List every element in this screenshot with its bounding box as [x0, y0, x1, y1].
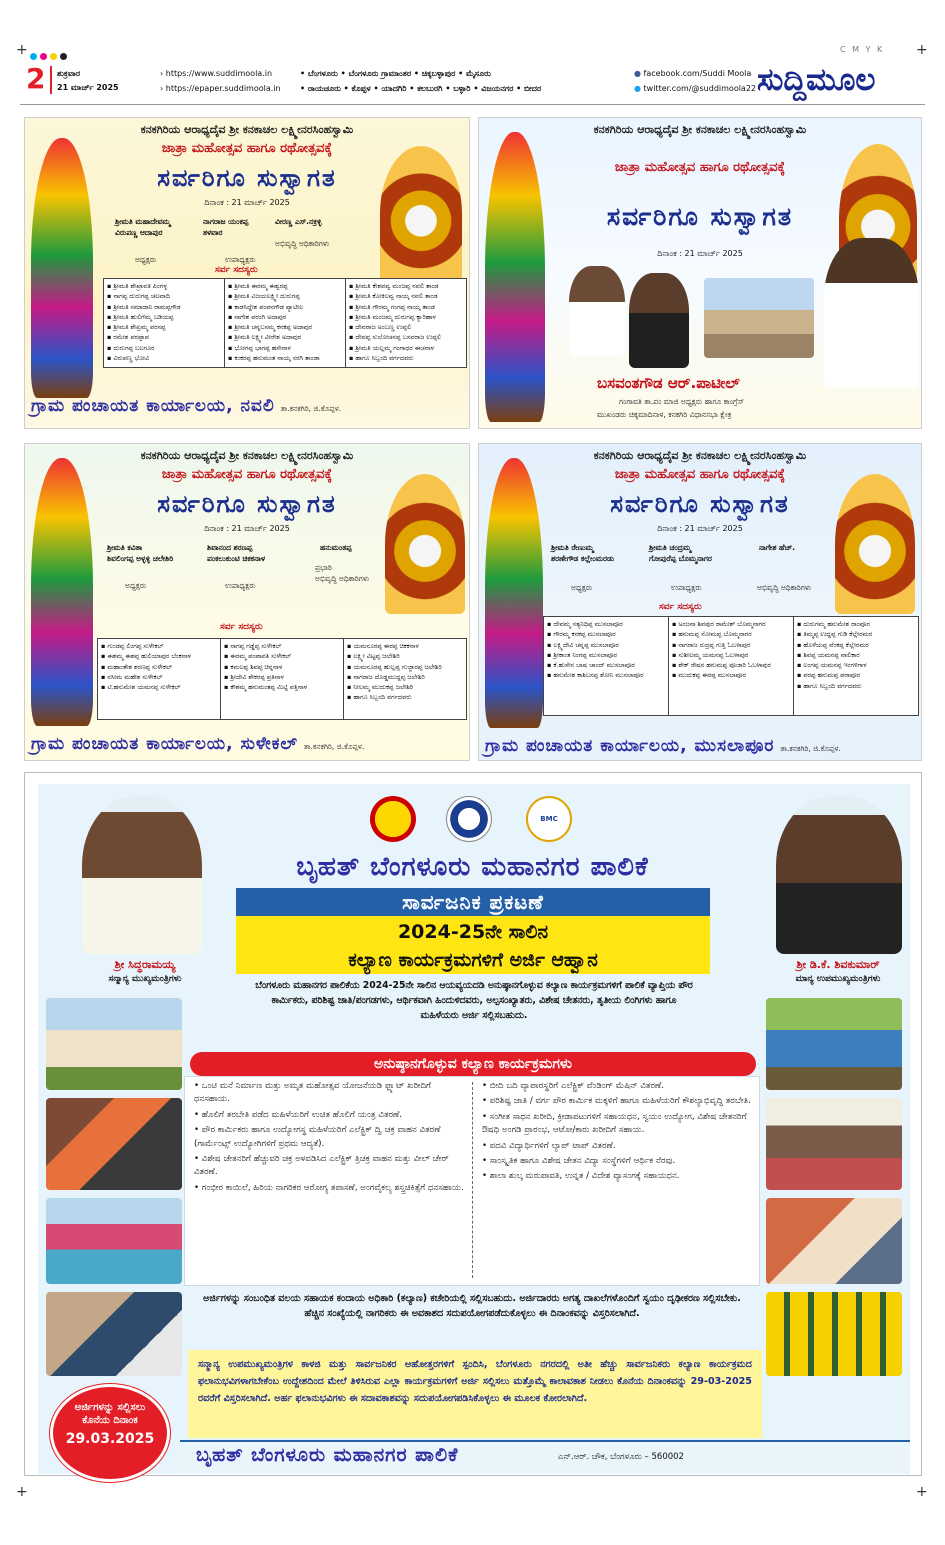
member-item: ▪ ನಾಗರಾಜ ದೊಡ್ಡಮುದ್ದಪ್ಪ ಜಲೇಶಿರಿ [347, 672, 463, 682]
ad-subtitle: ಜಾತ್ರಾ ಮಹೋತ್ಸವ ಹಾಗೂ ರಥೋತ್ಸವಕ್ಕೆ [161, 467, 333, 482]
member-item: ▪ ನೀಲಮ್ಮ ಮುದುಕಪ್ಪ ಜಲೇಶಿರಿ [347, 682, 463, 692]
black-dot [60, 53, 67, 60]
highlight-note: ಸನ್ಮಾನ್ಯ ಉಪಮುಖ್ಯಮಂತ್ರಿಗಳ ಕಾಳಜಿ ಮತ್ತು ಸಾರ್ವಜನಿಕರ ಆಹೋತ್ತರಗಳಿಗೆ ಸ್ಪಂದಿಸಿ, ಬೆಂಗಳೂರು ನಗರದಲ್ಲಿ ಅತೀ ಹೆಚ್ಚು ಸಾರ್ವಜನಿಕರು ಕಲ್ಯಾಣ ಕಾರ್ಯಕ್ರಮದ ಫಲಾನುಭವಿಗಳಾಗಬೇಕೆಂಬ ಉದ್ದೇಶದಿಂದ ಮೇಲೆ ತಿಳಿಸಿರುವ ಎಲ್ಲಾ ಕಾರ್ಯಕ್ರಮಗಳಿಗೆ ಅರ್ಜಿ ಸಲ್ಲಿಸಲು ಮತ್ತೊಮ್ಮೆ ಕಾಲಾವಕಾಶ ನೀಡಲು ಕೊನೆಯ ದಿನಾಂಕವನ್ನು 29-03-2025 ರವರೆಗೆ ವಿಸ್ತರಿಸಲಾಗಿದೆ. ಅರ್ಹ ಫಲಾನುಭವಿಗಳು ಈ ಸದಾವಕಾಶವನ್ನು ಸದುಪಯೋಗಪಡಿಸಿಕೊಳ್ಳಲು ಈ ಮೂಲಕ ಕೋರಲಾಗಿದೆ. [188, 1350, 762, 1438]
yellow-dot [50, 53, 57, 60]
members-title: ಸರ್ವ ಸದಸ್ಯರು [659, 602, 702, 612]
intro-text: ಬೆಂಗಳೂರು ಮಹಾನಗರ ಪಾಲಿಕೆಯ 2024-25ನೇ ಸಾಲಿನ ಆಯವ್ಯಯದಡಿ ಅನುಷ್ಠಾನಗೊಳ್ಳುವ ಕಲ್ಯಾಣ ಕಾರ್ಯಕ್ರಮಗಳಿಗೆ ಪಾಲಿಕೆ ವ್ಯಾಪ್ತಿಯ ಪೌರ ಕಾರ್ಮಿಕರು, ಪರಿಶಿಷ್ಟ ಜಾತಿ/ಪಂಗಡಗಳು, ಆರ್ಥಿಕವಾಗಿ ಹಿಂದುಳಿದವರು, ಅಲ್ಪಸಂಖ್ಯಾತರು, ವಿಶೇಷ ಚೇತನರು, ತೃತೀಯ ಲಿಂಗಿಗಳು ಹಾಗೂ ಮಹಿಳೆಯರು ಅರ್ಜಿ ಸಲ್ಲಿಸಬಹುದು. [255, 980, 693, 1021]
page-number: 2 [26, 62, 46, 95]
official-role: ಅಧ್ಯಕ್ಷರು [571, 583, 593, 592]
member-item: ▪ ಶ್ರೀಕಾಂತ ನಿಂಗಪ್ಪ ಮುಸಲಾಪೂರ [547, 650, 665, 660]
leader-photo-2 [629, 273, 689, 368]
member-item: ▪ ಶ್ರೀಮತಿ ಲಕ್ಷ್ಮೀ ವೀರೇಶ ಅದಾಪುರ [228, 332, 342, 342]
member-item: ▪ ಶ್ರೀಮತಿ ಕೋಕಿಲವ್ವ ನಾಯ್ಕ ನವಲಿ ತಾಂಡ [349, 291, 463, 301]
member-item: ▪ ನಾಗರಾಜ ರುದ್ರಪ್ಪ ಗುತ್ತಿ ಓಬಳಾಪುರ [672, 640, 790, 650]
members-column [544, 617, 669, 715]
members-table [97, 638, 467, 720]
ad-title: ಕನಕಗಿರಿಯ ಆರಾಧ್ಯದೈವ ಶ್ರೀ ಕನಕಾಚಲ ಲಕ್ಷ್ಮೀನರಸಿಂಹಸ್ವಾಮಿ [593, 449, 807, 462]
members-table [543, 616, 919, 716]
apply-note: ಅರ್ಜಿಗಳನ್ನು ಸಂಬಂಧಿತ ವಲಯ ಸಹಾಯಕ ಕಂದಾಯ ಅಧಿಕಾರಿ (ಕಲ್ಯಾಣ) ಕಚೇರಿಯಲ್ಲಿ ಸಲ್ಲಿಸಬಹುದು. ಅರ್ಜಿದಾರರು ಅಗತ್ಯ ದಾಖಲೆಗಳೊಂದಿಗೆ ಸ್ವಯಂ ದೃಢೀಕರಣ ಸಲ್ಲಿಸಬೇಕು. ಹೆಚ್ಚಿನ ಸಂಖ್ಯೆಯಲ್ಲಿ ನಾಗರಿಕರು ಈ ಅವಕಾಶದ ಸದುಪಯೋಗಪಡೆದುಕೊಳ್ಳಲು ಈ ದಿನಾಂಕವನ್ನು ವಿಸ್ತರಿಸಲಾಗಿದೆ. [203, 1293, 741, 1319]
member-item: ▪ ಶ್ರೀಮತಿ ಗೌರಮ್ಮ ಗಂಗಪ್ಪ ನಾಯ್ಕ ತಾಂಡ [349, 302, 463, 312]
official-name: ವೀರಣ್ಣ ಎಸ್.ನಕ್ರಳ್ಳಿ [275, 217, 322, 226]
districts-row-2: • ರಾಯಚೂರು • ಕೊಪ್ಪಳ • ಯಾದಗಿರಿ • ಕಲಬುರಗಿ • ಬಳ್ಳಾರಿ • ವಿಜಯನಗರ • ಬೀದರ [300, 84, 542, 93]
programs-divider [472, 1082, 473, 1278]
ad-footer: ಗ್ರಾಮ ಪಂಚಾಯತ ಕಾರ್ಯಾಲಯ, ನವಲಿ ತಾ.ಕನಕಗಿರಿ, ಜಿ.ಕೊಪ್ಪಳ. [31, 396, 342, 416]
official-role: ಅಭಿವೃದ್ಧಿ ಅಧಿಕಾರಿಗಳು [275, 239, 330, 248]
header-rule [20, 104, 925, 105]
member-item: ▪ ಹಾಗೂ ಸಿಬ್ಬಂದಿ ವರ್ಗದವರು [349, 353, 463, 363]
member-item: ▪ ದೇವಪ್ಪ ಸುಲೋಚನಪ್ಪ ಬಸವರಾಜ ಉಪ್ಪಲಿ [349, 332, 463, 342]
laptop-photo [46, 1292, 182, 1376]
autos-photo [766, 1292, 902, 1376]
member-item: ▪ ಅಂಜನಾ ಶಿವಪುರ ರಾಮೇಶ್ ಬೊಮ್ಮನಾಗರ [672, 619, 790, 629]
official-role: ಪ್ರಭಾರಿ ಅಭಿವೃದ್ಧಿ ಅಧಿಕಾರಿಗಳು [315, 563, 370, 583]
house-photo [46, 998, 182, 1090]
bbmp-footer-org: ಬೃಹತ್ ಬೆಂಗಳೂರು ಮಹಾನಗರ ಪಾಲಿಕೆ [196, 1444, 459, 1466]
members-table [103, 278, 467, 368]
registration-mark-bottom-right: + [916, 1484, 928, 1500]
member-item: ▪ ಶ್ರೀದೇವಿ ಶೇಕರಪ್ಪ ಪ್ರತಿನಾಳ [224, 672, 340, 682]
official-name: ನಾಗೇಶ ಹೆಚ್. [759, 543, 795, 552]
leader-photo-1 [569, 266, 625, 356]
chariot-image [485, 132, 545, 422]
member-item: ▪ ಶ್ರೀಮತಿ ಶೇಖ್ರಮ್ಮ ಪರಸಪ್ಪ [107, 322, 221, 332]
program-item: • ಒಂಟಿ ಮನೆ ನಿರ್ಮಾಣ ಮತ್ತು ಅಮೃತ ಮಹೋತ್ಸವ ಯೋಜನೆಯಡಿ ಫ್ಲ್ಯಾಟ್ ಖರೀದಿಗೆ ಧನಸಹಾಯ. [194, 1081, 431, 1105]
member-item: ▪ ನಾಗೇಶ ಪರಂಗಿ ಅದಾಪುರ [228, 312, 342, 322]
header-date: 21 ಮಾರ್ಚ್ 2025 [57, 83, 119, 92]
official-name: ನಾಗರಾಜ ಯಂಕಪ್ಪ ತಳವಾರ [203, 217, 249, 237]
member-item: ▪ ನಾಗಪ್ಪ ಗಡ್ಡೆಪ್ಪ ಸುಳೇಕಲ್ [224, 641, 340, 651]
program-item: • ಬೀದಿ ಬದಿ ವ್ಯಾಪಾರಸ್ಥರಿಗೆ ಎಲೆಕ್ಟ್ರಿಕ್ ವೆಂಡಿಂಗ್ ಮೆಷಿನ್ ವಿತರಣೆ. [482, 1081, 665, 1091]
member-item: ▪ ಶ್ರೀಮತಿ ಶೇಖ್ರಾವತಿ ಪಿಂಗಳ್ಳ [107, 281, 221, 291]
member-item: ▪ ಕಂಕರಪ್ಪ ಹನುಮಂತ ನಾಯ್ಕ ಸರಗಿ ತಾಂಡಾ [228, 353, 342, 363]
bmc-logo: BMC [526, 796, 572, 842]
ad-date: ದಿನಾಂಕ : 21 ಮಾರ್ಚ್ 2025 [204, 198, 290, 207]
ad-footer: ಗ್ರಾಮ ಪಂಚಾಯತ ಕಾರ್ಯಾಲಯ, ಸುಳೇಕಲ್ ತಾ.ಕನಕಗಿರಿ, ಜಿ.ಕೊಪ್ಪಳ. [31, 734, 365, 754]
member-item: ▪ ಶ್ರೀಮತಿ ವಿಜಯಲಕ್ಷ್ಮೀ ದುರುಗಪ್ಪ [228, 291, 342, 301]
member-item: ▪ ಶ್ರೀಮತಿ ಮಂಜಮ್ಮ ದುರುಗಪ್ಪ ಕ್ಯಾರಿಹಾಳ [349, 312, 463, 322]
ad-subtitle: ಜಾತ್ರಾ ಮಹೋತ್ಸವ ಹಾಗೂ ರಥೋತ್ಸವಕ್ಕೆ [161, 141, 333, 156]
facebook-link[interactable]: ● facebook.com/Suddi Moola [634, 69, 752, 78]
programs-left-list [194, 1080, 466, 1197]
ad-welcome: ಸರ್ವರಿಗೂ ಸುಸ್ವಾಗತ [157, 164, 337, 192]
ad-navali [24, 117, 470, 429]
epaper-link[interactable]: › https://epaper.suddimoola.in [160, 84, 281, 93]
deadline-badge [50, 1384, 170, 1482]
members-column [346, 279, 466, 367]
member-item: ▪ ಶ್ರೀಮತಿ ಯಲ್ಲಮ್ಮ ಗಂಗಾಧರ ಈಚನಾಳ [349, 343, 463, 353]
ad-subtitle: ಜಾತ್ರಾ ಮಹೋತ್ಸವ ಹಾಗೂ ರಥೋತ್ಸವಕ್ಕೆ [614, 160, 786, 175]
program-item: • ಹೊಲಿಗೆ ತರಬೇತಿ ಪಡೆದ ಮಹಿಳೆಯರಿಗೆ ಉಚಿತ ಹೊಲಿಗೆ ಯಂತ್ರ ವಿತರಣೆ. [194, 1109, 403, 1120]
officials [25, 542, 470, 602]
ad-subtitle: ಜಾತ್ರಾ ಮಹೋತ್ಸವ ಹಾಗೂ ರಥೋತ್ಸವಕ್ಕೆ [614, 467, 786, 482]
programs-right-list [482, 1080, 754, 1186]
program-item: • ವಿಶೇಷ ಚೇತನರಿಗೆ ಹೆಚ್ಚುವರಿ ಚಕ್ರ ಅಳವಡಿಸಿದ ಎಲೆಕ್ಟ್ರಿಕ್ ತ್ರಿಚಕ್ರ ವಾಹನ ಮತ್ತು ವೀಲ್ ಚೇರ್ ವಿತರಣೆ. [194, 1154, 449, 1178]
member-item: ▪ ನಾಗಪ್ಪ ದುರುಗಪ್ಪ ಚಲವಾದಿ [107, 291, 221, 301]
member-item: ▪ ಶ್ರೀಮತಿ ಚನ್ನಬಸಮ್ಮ ಕನಕಪ್ಪ ಅದಾಪುರ [228, 322, 342, 332]
ad-musalapura [478, 443, 922, 761]
member-item: ▪ ಗುಂಡಪ್ಪ ಲಿಂಗಪ್ಪ ಸುಳೇಕಲ್ [101, 641, 217, 651]
members-column [221, 639, 344, 719]
member-item: ▪ ಶ್ರೀಮತಿ ಕೇಶವವ್ವ ಮಂಜಪ್ಪ ನವಲಿ ತಾಂಡ [349, 281, 463, 291]
cm-name: ಶ್ರೀ ಸಿದ್ಧರಾಮಯ್ಯ [114, 958, 176, 971]
bbmp-emblem-icon [446, 796, 492, 842]
cyan-dot [30, 53, 37, 60]
members-column [225, 279, 346, 367]
program-item: • ಗಂಭೀರ ಕಾಯಿಲೆ, ಹಿರಿಯ ನಾಗರಿಕರ ಆರೋಗ್ಯ ತಪಾಸಣೆ, ಅಂಗವೈಕಲ್ಯ ಶಸ್ತ್ರಚಿಕಿತ್ಸೆಗೆ ಧನಸಹಾಯ. [194, 1182, 464, 1193]
member-item: ▪ ಕಾಡಸಿದ್ದೇಶ ಪಂಪನಗೌಡ ಪ್ಯಾಟೀಲ [228, 302, 342, 312]
official-name: ಶಿವಾನಂದ ಶರಣಪ್ಪ ಪಂಕಲುಕುಂಟಿ ಚಿಕಕನಾಳ [207, 543, 266, 563]
vending-cart-photo [766, 998, 902, 1090]
member-item: ▪ ಮಹಾಂತೇಶ ಶರಣಪ್ಪ ಸುಳೇಕಲ್ [101, 662, 217, 672]
ad-welcome: ಸರ್ವರಿಗೂ ಸುಸ್ವಾಗತ [157, 490, 337, 518]
member-item: ▪ ಕೌಶಮ್ಮ ಹನುಮಂತಪ್ಪ ಮಿಟ್ಟಿ ಪತ್ತಿನಾಳ [224, 682, 340, 692]
official-role: ಅಧ್ಯಕ್ಷರು [135, 255, 157, 264]
member-item: ▪ ಮುದುಕಪ್ಪ ಈರಪ್ಪ ಮುಸಲಾಪೂರ [672, 670, 790, 680]
bbmp-org-title: ಬೃಹತ್ ಬೆಂಗಳೂರು ಮಹಾನಗರ ಪಾಲಿಕೆ [296, 852, 649, 882]
official-name: ಶ್ರೀಮತಿ ಚಂದ್ರಮ್ಮ ಗೋಪುರೆಪ್ಪ ಬೊಮ್ಮನಾಗರ [649, 543, 712, 563]
ad-sulekal [24, 443, 470, 761]
member-item: ▪ ಲಂಗಪ್ಪ ಯಮನಪ್ಪ ಇಂಗಳಿಗಾಳ [797, 660, 915, 670]
official-name: ಹನುಮಂತಪ್ಪ [320, 543, 352, 552]
member-item: ▪ ಯಮನೂರಪ್ಪ ಈರಪ್ಪ ಚಿಕಕನಾಳ [347, 641, 463, 651]
headline-line-2: ಕಲ್ಯಾಣ ಕಾರ್ಯಕ್ರಮಗಳಿಗೆ ಅರ್ಜಿ ಆಹ್ವಾನ [348, 949, 598, 971]
dcm-title: ಮಾನ್ಯ ಉಪಮುಖ್ಯಮಂತ್ರಿಗಳು [795, 974, 881, 984]
ad-footer: ಗ್ರಾಮ ಪಂಚಾಯತ ಕಾರ್ಯಾಲಯ, ಮುಸಲಾಪೂರ ತಾ.ಕನಕಗಿರಿ, ಜಿ.ಕೊಪ್ಪಳ. [485, 736, 841, 756]
program-item: • ಶಾಲಾ ಶುಲ್ಕ ಮರುಪಾವತಿ, ಉನ್ನತ / ವಿದೇಶ ವ್ಯಾಸಂಗಕ್ಕೆ ಸಹಾಯಧನ. [482, 1171, 680, 1182]
program-item: • ಪೌರ ಕಾರ್ಮಿಕರು ಹಾಗೂ ಉದ್ಯೋಗಸ್ಥ ಮಹಿಳೆಯರಿಗೆ ಎಲೆಕ್ಟ್ರಿಕ್ ದ್ವಿ ಚಕ್ರ ವಾಹನ ವಿತರಣೆ (ಗಾರ್ಮೆಂಟ್ಸ್ ಉದ್ಯೋಗಿಗಳಿಗೆ ಪ್ರಥಮ ಆದ್ಯತೆ). [194, 1125, 441, 1149]
program-item: • ಸಾಂಸ್ಕೃತಿಕ ಹಾಗೂ ವಿಶೇಷ ಚೇತನ ವಿದ್ಯಾ ಸಂಸ್ಥೆಗಳಿಗೆ ಆರ್ಥಿಕ ನೆರವು. [482, 1156, 676, 1167]
official-role: ಉಪಾಧ್ಯಕ್ಷರು [225, 581, 256, 590]
official-name: ಶ್ರೀಮತಿ ಮಹಾದೇವಮ್ಮ ವಿರುಪಣ್ಣ ಆದಾಪುರ [115, 217, 171, 237]
member-item: ▪ ಕೆ.ಹುಸೇನ ಬಾಷ ಚಾಂದ್‌ ಮುಸಲಾಪೂರ [547, 660, 665, 670]
official-name: ಶ್ರೀಮತಿ ಕವಿತಾ ಶಿವಲಿಂಗಪ್ಪ ಅಳ್ಳಳ್ಳಿ ಚಲೇಶಿರಿ [107, 543, 174, 563]
ad-date: ದಿನಾಂಕ : 21 ಮಾರ್ಚ್ 2025 [657, 524, 743, 533]
ad-date: ದಿನಾಂಕ : 21 ಮಾರ್ಚ್ 2025 [657, 249, 743, 258]
member-item: ▪ ಯಮನೂರಪ್ಪ ಹುಲ್ಲಪ್ಪ ಗುಜ್ಜಾರಪ್ಪ ಜಲೇಶಿರಿ [347, 662, 463, 672]
member-item: ▪ ತಿಮ್ಮಪ್ಪ ಉದ್ದಪ್ಪ ಗುಡಿ ಕೆಲ್ಲೇರಮರ [797, 629, 915, 639]
dcm-photo [776, 796, 902, 954]
member-item: ▪ ವಿರುಪಣ್ಣ ಭೋವಿ [107, 353, 221, 363]
members-column [104, 279, 225, 367]
members-title: ಸರ್ವ ಸದಸ್ಯರು [220, 622, 263, 632]
member-item: ▪ ಹಾಗೂ ಸಿಬ್ಬಂದಿ ವರ್ಗದವರು [797, 681, 915, 691]
ad-title: ಕನಕಗಿರಿಯ ಆರಾಧ್ಯದೈವ ಶ್ರೀ ಕನಕಾಚಲ ಲಕ್ಷ್ಮೀನರಸಿಂಹಸ್ವಾಮಿ [140, 449, 354, 462]
member-item: ▪ ಹಾಗೂ ಸಿಬ್ಬಂದಿ ವರ್ಗದವರು [347, 692, 463, 702]
website-link[interactable]: › https://www.suddimoola.in [160, 69, 273, 78]
districts-row-1: • ಬೆಂಗಳೂರು • ಬೆಂಗಳೂರು ಗ್ರಾಮಾಂತರ • ಚಿಕ್ಕಬಳ್ಳಾಪುರ • ಮೈಸೂರು [300, 69, 491, 78]
official-role: ಉಪಾಧ್ಯಕ್ಷರು [225, 255, 256, 264]
member-item: ▪ ಸುಶೀಲಮ್ಮ ಯಮನಪ್ಪ ಓಬಳಾಪುರ [672, 650, 790, 660]
member-item: ▪ ಟಿ.ಹನುಮೇಶ ಯಮನಪ್ಪ ಸುಳೇಕಲ್ [101, 682, 217, 692]
official-role: ಅಭಿವೃದ್ಧಿ ಅಧಿಕಾರಿಗಳು [757, 583, 812, 592]
cm-photo [82, 796, 202, 954]
member-item: ▪ ದೇವಮ್ಮ ಸತ್ಯನಿಧಿಪ್ಪ ಮುಸಲಾಪೂರ [547, 619, 665, 629]
official-role: ಅಧ್ಯಕ್ಷರು [125, 581, 147, 590]
headline-banner [236, 916, 710, 974]
member-item: ▪ ದೇವರಾಜ ಅಂಬಣ್ಣ ಉಪ್ಪಲಿ [349, 322, 463, 332]
registration-mark-top-right: + [916, 42, 928, 58]
member-item: ▪ ಪರಪ್ಪ ಹನುಮಪ್ಪ ಪರಾಪೂರ [797, 670, 915, 680]
sewing-photo [46, 1098, 182, 1190]
member-item: ▪ ದುರುಗಮ್ಮ ಹನುಮೇಶ ರಾಂಪೂರ [797, 619, 915, 629]
dcm-name: ಶ್ರೀ ಡಿ.ಕೆ. ಶಿವಕುಮಾರ್ [796, 958, 880, 971]
person-line-2: ಮುಖಂಡರು ಚಿಕ್ಕಮಾದಿನಾಳ, ಕನಕಗಿರಿ ವಿಧಾನಸಭಾ ಕ್ಷೇತ್ರ [597, 410, 732, 419]
member-item: ▪ ಗೌರಮ್ಮ ಕನಕಪ್ಪ ಮುಸಲಾಪೂರ [547, 629, 665, 639]
programs-title: ಅನುಷ್ಠಾನಗೊಳ್ಳುವ ಕಲ್ಯಾಣ ಕಾರ್ಯಕ್ರಮಗಳು [190, 1052, 756, 1076]
ad-basavantagouda [478, 117, 922, 429]
ad-welcome: ಸರ್ವರಿಗೂ ಸುಸ್ವಾಗತ [606, 202, 794, 231]
notice-banner: ಸಾರ್ವಜನಿಕ ಪ್ರಕಟಣೆ [236, 888, 710, 916]
member-item: ▪ ಹನುಮೇಶ ಕಾಶಿಬಸಪ್ಪ ಶೋನಿ ಮುಸಲಾಪೂರ [547, 670, 665, 680]
member-item: ▪ ಈರಮ್ಮ ಪಂಪಾಪತಿ ಸುಳೇಕಲ್ [224, 651, 340, 661]
temple-photo [704, 278, 814, 358]
leader-photo-3 [824, 238, 919, 388]
twitter-icon: ● [634, 84, 641, 93]
ad-date: ದಿನಾಂಕ : 21 ಮಾರ್ಚ್ 2025 [204, 524, 290, 533]
member-item: ▪ ದುರುಗಪ್ಪ ಬಲಗೂರ [107, 343, 221, 353]
training-photo [766, 1098, 902, 1190]
member-item: ▪ ಹೊಳೆಯಪ್ಪ ವೆಂಕಪ್ಪ ಕೆಲ್ಲೇರಮರ [797, 640, 915, 650]
deadline-date: 29.03.2025 [65, 1431, 155, 1447]
bbmp-footer-address: ಎನ್.ಆರ್. ಚೌಕ, ಬೆಂಗಳೂರು – 560002 [558, 1452, 684, 1462]
official-role: ಉಪಾಧ್ಯಕ್ಷರು [671, 583, 702, 592]
brand-logo: ಸುದ್ದಿಮೂಲ [757, 62, 876, 98]
header-divider [50, 66, 52, 94]
officials [479, 542, 922, 602]
member-item: ▪ ಹನುಮಪ್ಪ ಸೋಮಪ್ಪ ಬೊಮ್ಮನಾಗರ [672, 629, 790, 639]
official-name: ಶ್ರೀಮತಿ ರೇಣುಮ್ಮ ಶರಣೇಗೌಡ ಕಲ್ಲೇಂಮರಡು [551, 543, 615, 563]
cm-title: ಸನ್ಮಾನ್ಯ ಮುಖ್ಯಮಂತ್ರಿಗಳು [108, 974, 182, 984]
program-item: • ಸಂಗೀತ ಸಾಧನ ಖರೀದಿ, ಕ್ರೀಡಾಪಟುಗಳಿಗೆ ಸಹಾಯಧನ, ಸ್ವಯಂ ಉದ್ಯೋಗ, ವಿಶೇಷ ಚೇತನರಿಗೆ ಔಷಧಿ ಅಂಗಡಿ ಪ್ರಾರಂಭ, ಆಟೋ/ಕಾರು ಖರೀದಿಗೆ ಸಹಾಯ. [482, 1111, 747, 1136]
person-line-1: ಗಂಗಾವತಿ ತಾ.ಪಂ ಮಾಜಿ ಅಧ್ಯಕ್ಷರು ಹಾಗೂ ಕಾಂಗ್ರೆಸ್ [619, 397, 745, 406]
cmyk-label: C M Y K [840, 45, 885, 54]
members-title: ಸರ್ವ ಸದಸ್ಯರು [215, 265, 258, 275]
twitter-link[interactable]: ● twitter.com/@suddimoola22 [634, 84, 757, 93]
member-item: ▪ ನಸೀಮ ಮಹೇಶ ಸುಳೇಕಲ್ [101, 672, 217, 682]
member-item: ▪ ರಮೇಶ ಪರಪ್ಪಾಪ [107, 332, 221, 342]
program-item: • ಪದವಿ ವಿದ್ಯಾರ್ಥಿಗಳಿಗೆ ಲ್ಯಾಪ್ ಟಾಪ್ ವಿತರಣೆ. [482, 1140, 616, 1151]
health-check-photo [766, 1198, 902, 1284]
person-name: ಬಸವಂತಗೌಡ ಆರ್.ಪಾಟೀಲ್ [597, 374, 740, 392]
deadline-label: ಅರ್ಜಿಗಳನ್ನು ಸಲ್ಲಿಸಲು ಕೊನೆಯ ದಿನಾಂಕ [74, 1402, 146, 1426]
member-item: ▪ ಶಿವಪ್ಪ ಯಮನಪ್ಪ ವಾಲಿಕಾರ [797, 650, 915, 660]
header-day: ಶುಕ್ರವಾರ [57, 69, 81, 78]
member-item: ▪ ಕಮಲಪ್ಪ ಶಿವಪ್ಪ ಚಿನ್ನನಾಳ [224, 662, 340, 672]
headline-line-1: 2024-25ನೇ ಸಾಲಿನ [397, 921, 549, 943]
program-item: • ಪರಿಶಿಷ್ಟ ಜಾತಿ / ವರ್ಗ ಪೌರ ಕಾರ್ಮಿಕ ಮಕ್ಕಳಿಗೆ ಹಾಗೂ ಮಹಿಳೆಯರಿಗೆ ಕೌಶಲ್ಯಾಭಿವೃದ್ಧಿ ತರಬೇತಿ. [482, 1096, 751, 1107]
member-item: ▪ ಶ್ರೀಮತಿ ಸಮಾದಾನಿ ರಾಮಪ್ಪಗೌಡ [107, 302, 221, 312]
registration-mark-top-left: + [16, 42, 28, 58]
scooter-photo [46, 1198, 182, 1284]
members-column [669, 617, 794, 715]
members-column [794, 617, 918, 715]
member-item: ▪ ಲಕ್ಷ್ಮೀ ವಿಟ್ಟಪ್ಪ ಜಲೇಶಿರಿ [347, 651, 463, 661]
member-item: ▪ ಶ್ರೀಮತಿ ಈರಮ್ಮ ಈಶ್ವರಪ್ಪ [228, 281, 342, 291]
member-item: ▪ ಶ್ರೀಮತಿ ಹುಲಿಗೆಮ್ಮ ಬಡಿಯಪ್ಪ [107, 312, 221, 322]
member-item: ▪ ಭೋಗಪ್ಪ ಭಾಗಪ್ಪ ಹಸೇನಾಳ [228, 343, 342, 353]
ad-title: ಕನಕಗಿರಿಯ ಆರಾಧ್ಯದೈವ ಶ್ರೀ ಕನಕಾಚಲ ಲಕ್ಷ್ಮೀನರಸಿಂಹಸ್ವಾಮಿ [140, 123, 354, 136]
ad-welcome: ಸರ್ವರಿಗೂ ಸುಸ್ವಾಗತ [610, 490, 790, 518]
member-item: ▪ ಈಶಮ್ಮ ಈಶಪ್ಪ ಹುಲಿಯಾಪುರ ಬೆಂಕನಾಳ [101, 651, 217, 661]
magenta-dot [40, 53, 47, 60]
facebook-icon: ● [634, 69, 641, 78]
members-column [344, 639, 466, 719]
karnataka-emblem-icon [370, 796, 416, 842]
member-item: ▪ ಶೇಕ್ ರೇಷನ ಹನುಮಪ್ಪ ಪೂಜಾರಿ ಓಬಳಾಪುರ [672, 660, 790, 670]
members-column [98, 639, 221, 719]
ad-title: ಕನಕಗಿರಿಯ ಆರಾಧ್ಯದೈವ ಶ್ರೀ ಕನಕಾಚಲ ಲಕ್ಷ್ಮೀನರಸಿಂಹಸ್ವಾಮಿ [593, 123, 807, 136]
registration-mark-bottom-left: + [16, 1484, 28, 1500]
member-item: ▪ ಲಕ್ಷ್ಮಿದೇವಿ ಚನ್ನಪ್ಪ ಮುಸಲಾಪೂರ [547, 640, 665, 650]
